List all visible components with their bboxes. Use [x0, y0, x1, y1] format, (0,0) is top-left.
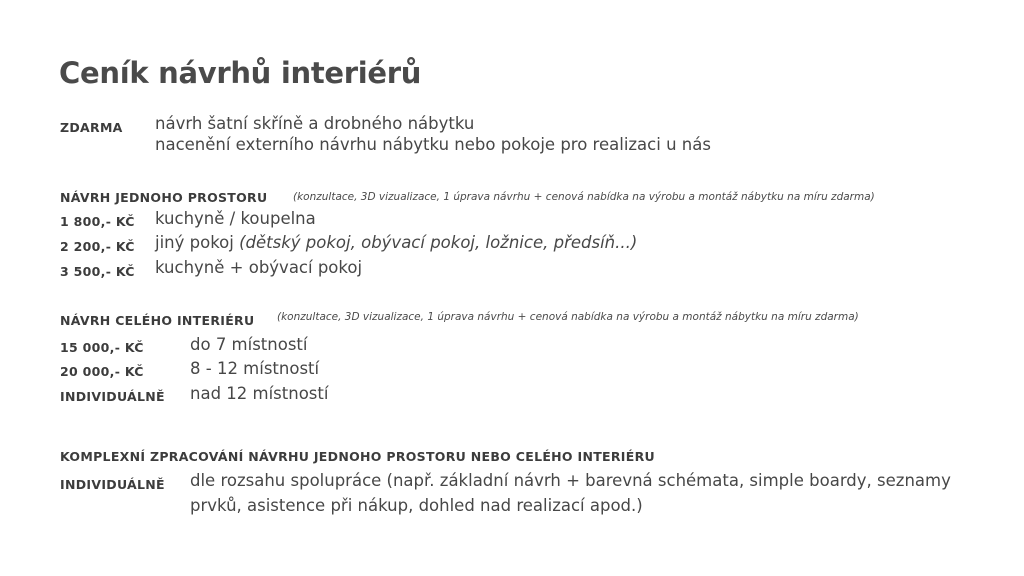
free-label: ZDARMA — [60, 120, 123, 135]
complex-line-1: dle rozsahu spolupráce (např. základní návrh + barevná schémata, simple boardy, seznamy — [190, 471, 951, 490]
single-room-desc-3: kuchyně + obývací pokoj — [155, 258, 363, 277]
single-room-heading: NÁVRH JEDNOHO PROSTORU — [60, 190, 268, 205]
complex-heading: KOMPLEXNÍ ZPRACOVÁNÍ NÁVRHU JEDNOHO PROSTORU NEBO CELÉHO INTERIÉRU — [60, 449, 655, 464]
whole-interior-heading: NÁVRH CELÉHO INTERIÉRU — [60, 313, 255, 328]
complex-price: INDIVIDUÁLNĚ — [60, 477, 165, 492]
whole-interior-price-3: INDIVIDUÁLNĚ — [60, 389, 165, 404]
whole-interior-price-1: 15 000,- KČ — [60, 340, 144, 355]
free-line-1: návrh šatní skříně a drobného nábytku — [155, 114, 475, 133]
single-room-price-1: 1 800,- KČ — [60, 214, 135, 229]
whole-interior-note: (konzultace, 3D vizualizace, 1 úprava návrhu + cenová nabídka na výrobu a montáž nábytku na míru zdarma) — [277, 311, 859, 323]
single-room-note: (konzultace, 3D vizualizace, 1 úprava návrhu + cenová nabídka na výrobu a montáž nábytku na míru zdarma) — [293, 191, 875, 203]
single-room-price-2: 2 200,- KČ — [60, 239, 135, 254]
whole-interior-desc-1: do 7 místností — [190, 335, 308, 354]
complex-line-2: prvků, asistence při nákup, dohled nad realizací apod.) — [190, 496, 643, 515]
whole-interior-desc-2: 8 - 12 místností — [190, 359, 320, 378]
whole-interior-desc-3: nad 12 místností — [190, 384, 329, 403]
single-room-desc-2: jiný pokoj (dětský pokoj, obývací pokoj, ložnice, předsíň...) — [155, 233, 638, 252]
free-line-2: nacenění externího návrhu nábytku nebo pokoje pro realizaci u nás — [155, 135, 711, 154]
single-room-desc-1: kuchyně / koupelna — [155, 209, 316, 228]
whole-interior-price-2: 20 000,- KČ — [60, 364, 144, 379]
single-room-price-3: 3 500,- KČ — [60, 264, 135, 279]
page-title: Ceník návrhů interiérů — [59, 56, 422, 90]
